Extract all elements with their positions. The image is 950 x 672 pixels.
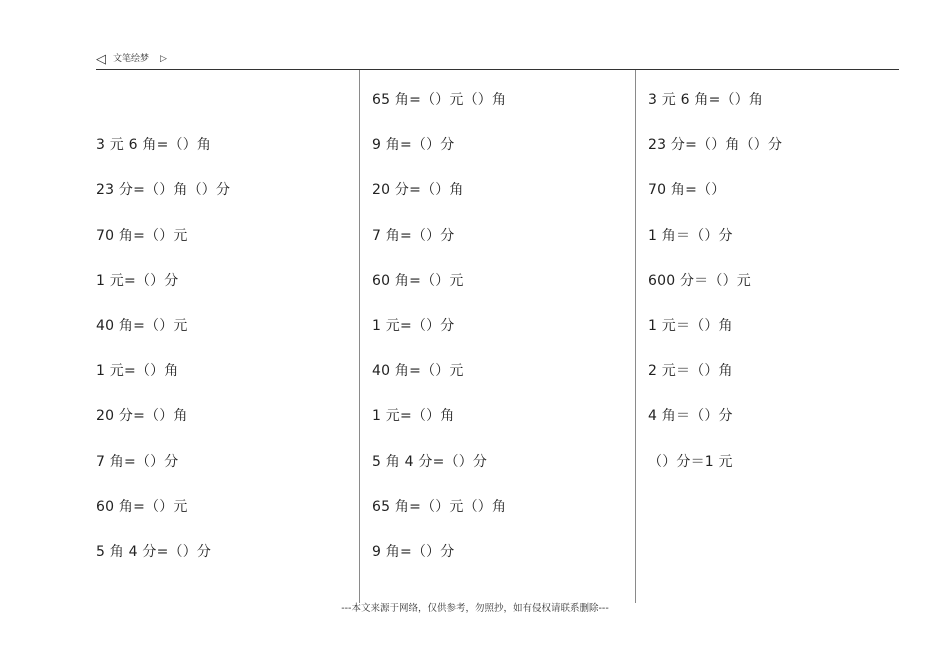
page-header: [96, 50, 899, 70]
exercise-line: 20 分=（）角: [372, 182, 464, 199]
exercise-line: 7 角=（）分: [96, 453, 179, 470]
exercise-line: 23 分=（）角（）分: [96, 182, 231, 199]
exercise-column-1: [96, 78, 230, 575]
exercise-line: 65 角=（）元（）角: [372, 92, 507, 108]
exercise-line: 60 角=（）元: [96, 498, 188, 515]
triangle-left-outline-icon: ◁: [96, 51, 106, 66]
exercise-line: 1 元=（）分: [96, 272, 179, 289]
column-divider: [359, 70, 360, 603]
exercise-line: 9 角=（）分: [372, 137, 455, 154]
header-title: 文笔绘梦: [113, 54, 150, 64]
exercise-line: 3 元 6 角=（）角: [96, 137, 212, 154]
exercise-line: 60 角=（）元: [372, 272, 464, 289]
exercise-line: 3 元 6 角=（）角: [648, 92, 764, 108]
exercise-line: 2 元＝（）角: [648, 363, 733, 380]
exercise-line: 23 分=（）角（）分: [648, 137, 783, 154]
exercise-line: 65 角=（）元（）角: [372, 498, 507, 515]
exercise-line: 1 元=（）角: [372, 408, 455, 425]
exercise-line: 4 角＝（）分: [648, 408, 733, 425]
exercise-line: 1 元=（）角: [96, 363, 179, 380]
exercise-line: 5 角 4 分=（）分: [372, 453, 488, 470]
exercise-line: [96, 78, 230, 123]
exercise-column-3: [648, 78, 782, 485]
exercise-line: 70 角=（）元: [96, 227, 188, 244]
exercise-line: 1 角＝（）分: [648, 227, 733, 244]
exercise-line: 1 元＝（）角: [648, 317, 733, 334]
exercise-line: 9 角=（）分: [372, 543, 455, 560]
footer-disclaimer: ---本文来源于网络，仅供参考，勿照抄，如有侵权请联系删除---: [341, 603, 609, 614]
column-divider: [635, 70, 636, 603]
exercise-line: 20 分=（）角: [96, 408, 188, 425]
exercise-line: 40 角=（）元: [372, 363, 464, 380]
exercise-line: 5 角 4 分=（）分: [96, 543, 212, 560]
triangle-right-outline-icon: ▷: [160, 53, 167, 63]
exercise-line: 600 分＝（）元: [648, 272, 751, 289]
exercise-line: 7 角=（）分: [372, 227, 455, 244]
exercise-line: （）分＝1 元: [648, 453, 733, 470]
exercise-line: 1 元=（）分: [372, 317, 455, 334]
exercise-line: 70 角=（）: [648, 182, 726, 199]
exercise-column-2: [372, 78, 506, 575]
exercise-line: 40 角=（）元: [96, 317, 188, 334]
